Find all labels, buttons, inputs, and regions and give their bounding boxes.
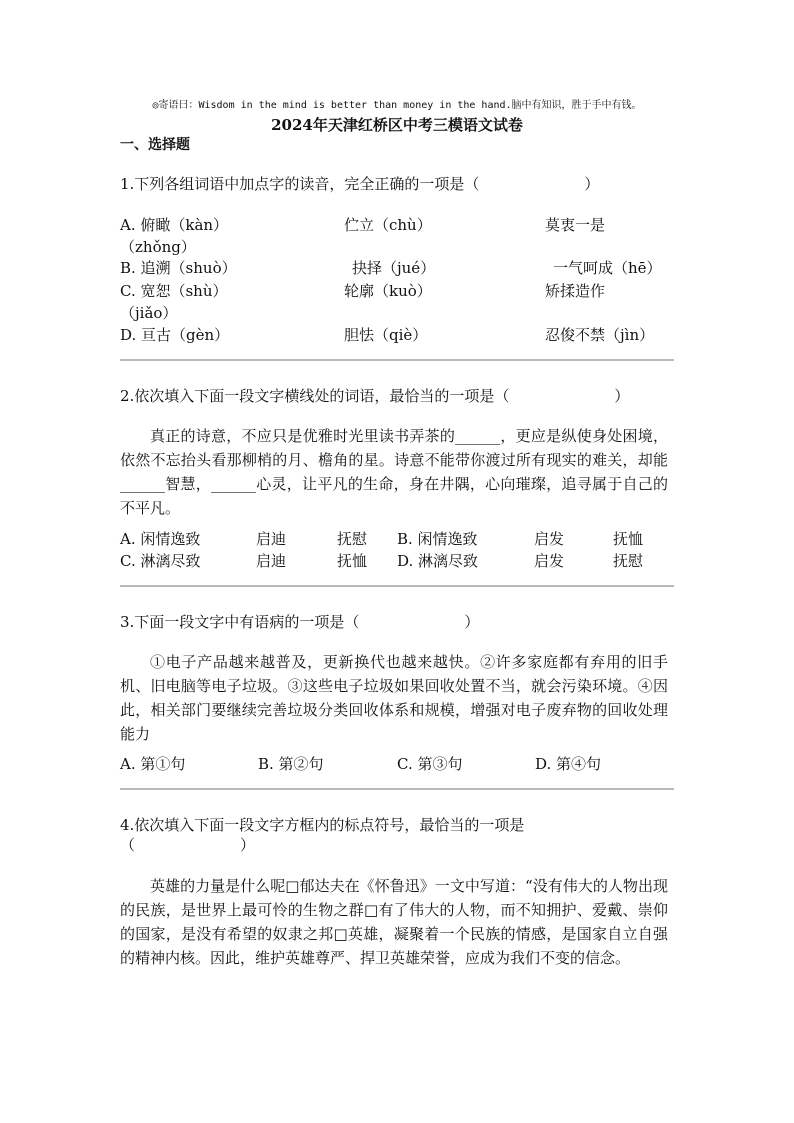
question-4-stem: 4.依次填入下面一段文字方框内的标点符号，最恰当的一项是 bbox=[120, 816, 525, 834]
q2-option-b-2: 启发 bbox=[534, 530, 565, 548]
q1-option-c-2: 轮廓（kuò） bbox=[344, 282, 432, 300]
motto-line: ◎寄语曰：Wisdom in the mind is better than money in the hand.脑中有知识，胜于手中有钱。 bbox=[152, 100, 642, 111]
divider bbox=[120, 788, 674, 790]
q2-option-d-3: 抚慰 bbox=[613, 552, 644, 570]
q2-option-b-3: 抚恤 bbox=[613, 530, 644, 548]
divider bbox=[120, 585, 674, 587]
question-1-stem: 1.下列各组词语中加点字的读音，完全正确的一项是（ ） bbox=[120, 175, 600, 193]
q2-option-a-3: 抚慰 bbox=[337, 530, 368, 548]
q1-option-a-1: A. 俯瞰（kàn） bbox=[120, 216, 229, 234]
question-3-stem: 3.下面一段文字中有语病的一项是（ ） bbox=[120, 613, 480, 631]
q2-option-c-2: 启迪 bbox=[256, 552, 287, 570]
question-3-passage: ①电子产品越来越普及，更新换代也越来越快。②许多家庭都有弃用的旧手机、旧电脑等电子垃圾。③这些电子垃圾如果回收处置不当，就会污染环境。④因此，相关部门要继续完善垃圾分类回收体系和规模，增强对电子废弃物的回收处理能力 bbox=[120, 653, 668, 743]
q3-option-c: C. 第③句 bbox=[397, 755, 463, 773]
q2-option-c-3: 抚恤 bbox=[337, 552, 368, 570]
q1-option-a-wrap: （zhǒng） bbox=[120, 238, 196, 256]
q3-option-b: B. 第②句 bbox=[258, 755, 324, 773]
q1-option-d-2: 胆怯（qiè） bbox=[344, 326, 428, 344]
question-2-stem: 2.依次填入下面一段文字横线处的词语，最恰当的一项是（ ） bbox=[120, 387, 630, 405]
q1-option-b-1: B. 追溯（shuò） bbox=[120, 259, 237, 277]
q1-option-b-2: 抉择（jué） bbox=[352, 259, 436, 277]
q2-option-a-2: 启迪 bbox=[256, 530, 287, 548]
q1-option-a-3: 莫衷一是 bbox=[545, 216, 606, 234]
q1-option-c-wrap: （jiǎo） bbox=[120, 304, 178, 322]
section-heading: 一、选择题 bbox=[120, 137, 190, 153]
divider bbox=[120, 359, 674, 361]
q1-option-d-3: 忍俊不禁（jìn） bbox=[545, 326, 655, 344]
q1-option-b-3: 一气呵成（hē） bbox=[553, 259, 662, 277]
question-4-passage: 英雄的力量是什么呢□郁达夫在《怀鲁迅》一文中写道：“没有伟大的人物出现的民族，是世界上最可怜的生物之群□有了伟大的人物，而不知拥护、爱戴、崇仰的国家，是没有希望的奴隶之邦□英雄，凝聚着一个民族的情感，是国家自立自强的精神内核。因此，维护英雄尊严、捍卫英雄荣誉，应成为我们不变的信念。 bbox=[120, 877, 668, 967]
q2-option-a-1: A. 闲情逸致 bbox=[120, 530, 201, 548]
q2-option-c-1: C. 淋漓尽致 bbox=[120, 552, 201, 570]
q2-option-d-2: 启发 bbox=[534, 552, 565, 570]
q1-option-c-3: 矫揉造作 bbox=[545, 282, 606, 300]
question-4-stem-wrap: （ ） bbox=[120, 836, 256, 854]
q1-option-d-1: D. 亘古（gèn） bbox=[120, 326, 230, 344]
q2-option-b-1: B. 闲情逸致 bbox=[397, 530, 478, 548]
q1-option-a-2: 伫立（chù） bbox=[344, 216, 432, 234]
q3-option-d: D. 第④句 bbox=[535, 755, 602, 773]
exam-title: 2024年天津红桥区中考三模语文试卷 bbox=[271, 116, 523, 134]
question-2-passage: 真正的诗意，不应只是优雅时光里读书弄茶的______，更应是纵使身处困境，依然不忘抬头看那柳梢的月、檐角的星。诗意不能带你渡过所有现实的难关，却能______智慧，______心灵，让平凡的生命，身在井隅，心向璀璨，追寻属于自己的不平凡。 bbox=[120, 427, 668, 517]
q2-option-d-1: D. 淋漓尽致 bbox=[397, 552, 479, 570]
q1-option-c-1: C. 宽恕（shù） bbox=[120, 282, 228, 300]
q3-option-a: A. 第①句 bbox=[120, 755, 186, 773]
